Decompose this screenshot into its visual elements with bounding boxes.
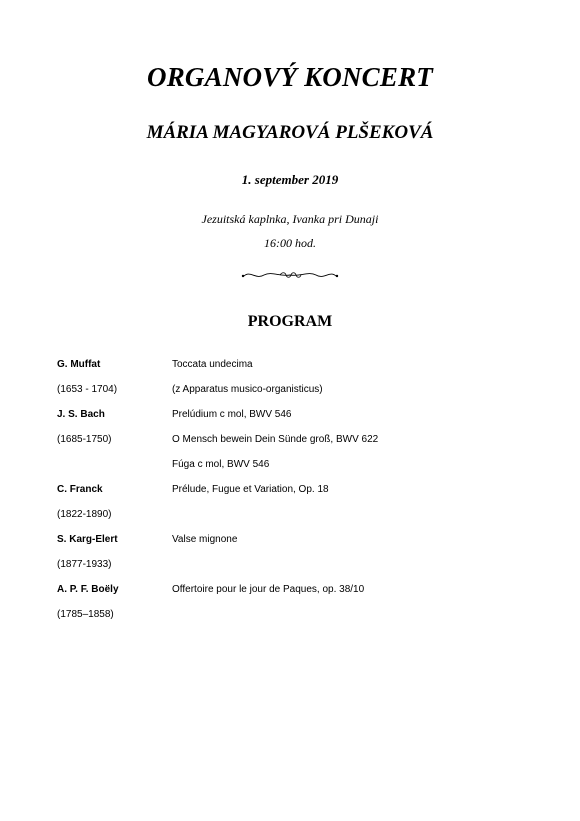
concert-title: ORGANOVÝ KONCERT [147, 62, 433, 92]
concert-venue: Jezuitská kaplnka, Ivanka pri Dunaji [201, 212, 379, 226]
performer-name: MÁRIA MAGYAROVÁ PLŠEKOVÁ [146, 122, 434, 143]
program-row [57, 509, 537, 534]
composer-name: A. P. F. Boëly [57, 584, 119, 595]
program-row [57, 584, 537, 609]
composer-dates: (1822-1890) [57, 509, 112, 520]
piece-title: O Mensch bewein Dein Sünde groß, BWV 622 [172, 434, 379, 445]
piece-title: (z Apparatus musico-organisticus) [172, 384, 323, 395]
program-row [57, 609, 537, 634]
composer-name: G. Muffat [57, 359, 101, 370]
piece-title: Offertoire pour le jour de Paques, op. 38/10 [172, 584, 365, 595]
composer-dates: (1653 - 1704) [57, 384, 118, 395]
program-row [57, 459, 537, 484]
piece-title: Prelúdium c mol, BWV 546 [172, 409, 292, 420]
scroll-ornament-icon [240, 264, 340, 284]
composer-dates: (1685-1750) [57, 434, 112, 445]
piece-title: Prélude, Fugue et Variation, Op. 18 [172, 484, 329, 495]
program-row [57, 434, 537, 459]
program-heading: PROGRAM [247, 313, 333, 330]
program-table [57, 359, 537, 634]
program-row [57, 359, 537, 384]
program-row [57, 559, 537, 584]
piece-title: Valse mignone [172, 534, 238, 545]
composer-dates: (1877-1933) [57, 559, 112, 570]
composer-name: J. S. Bach [57, 409, 105, 420]
concert-time: 16:00 hod. [264, 236, 316, 250]
program-row [57, 384, 537, 409]
composer-name: C. Franck [57, 484, 103, 495]
program-row [57, 409, 537, 434]
concert-date: 1. september 2019 [241, 172, 339, 187]
piece-title: Fúga c mol, BWV 546 [172, 459, 270, 470]
composer-name: S. Karg-Elert [57, 534, 118, 545]
piece-title: Toccata undecima [172, 359, 253, 370]
composer-dates: (1785–1858) [57, 609, 114, 620]
program-row [57, 484, 537, 509]
program-row [57, 534, 537, 559]
